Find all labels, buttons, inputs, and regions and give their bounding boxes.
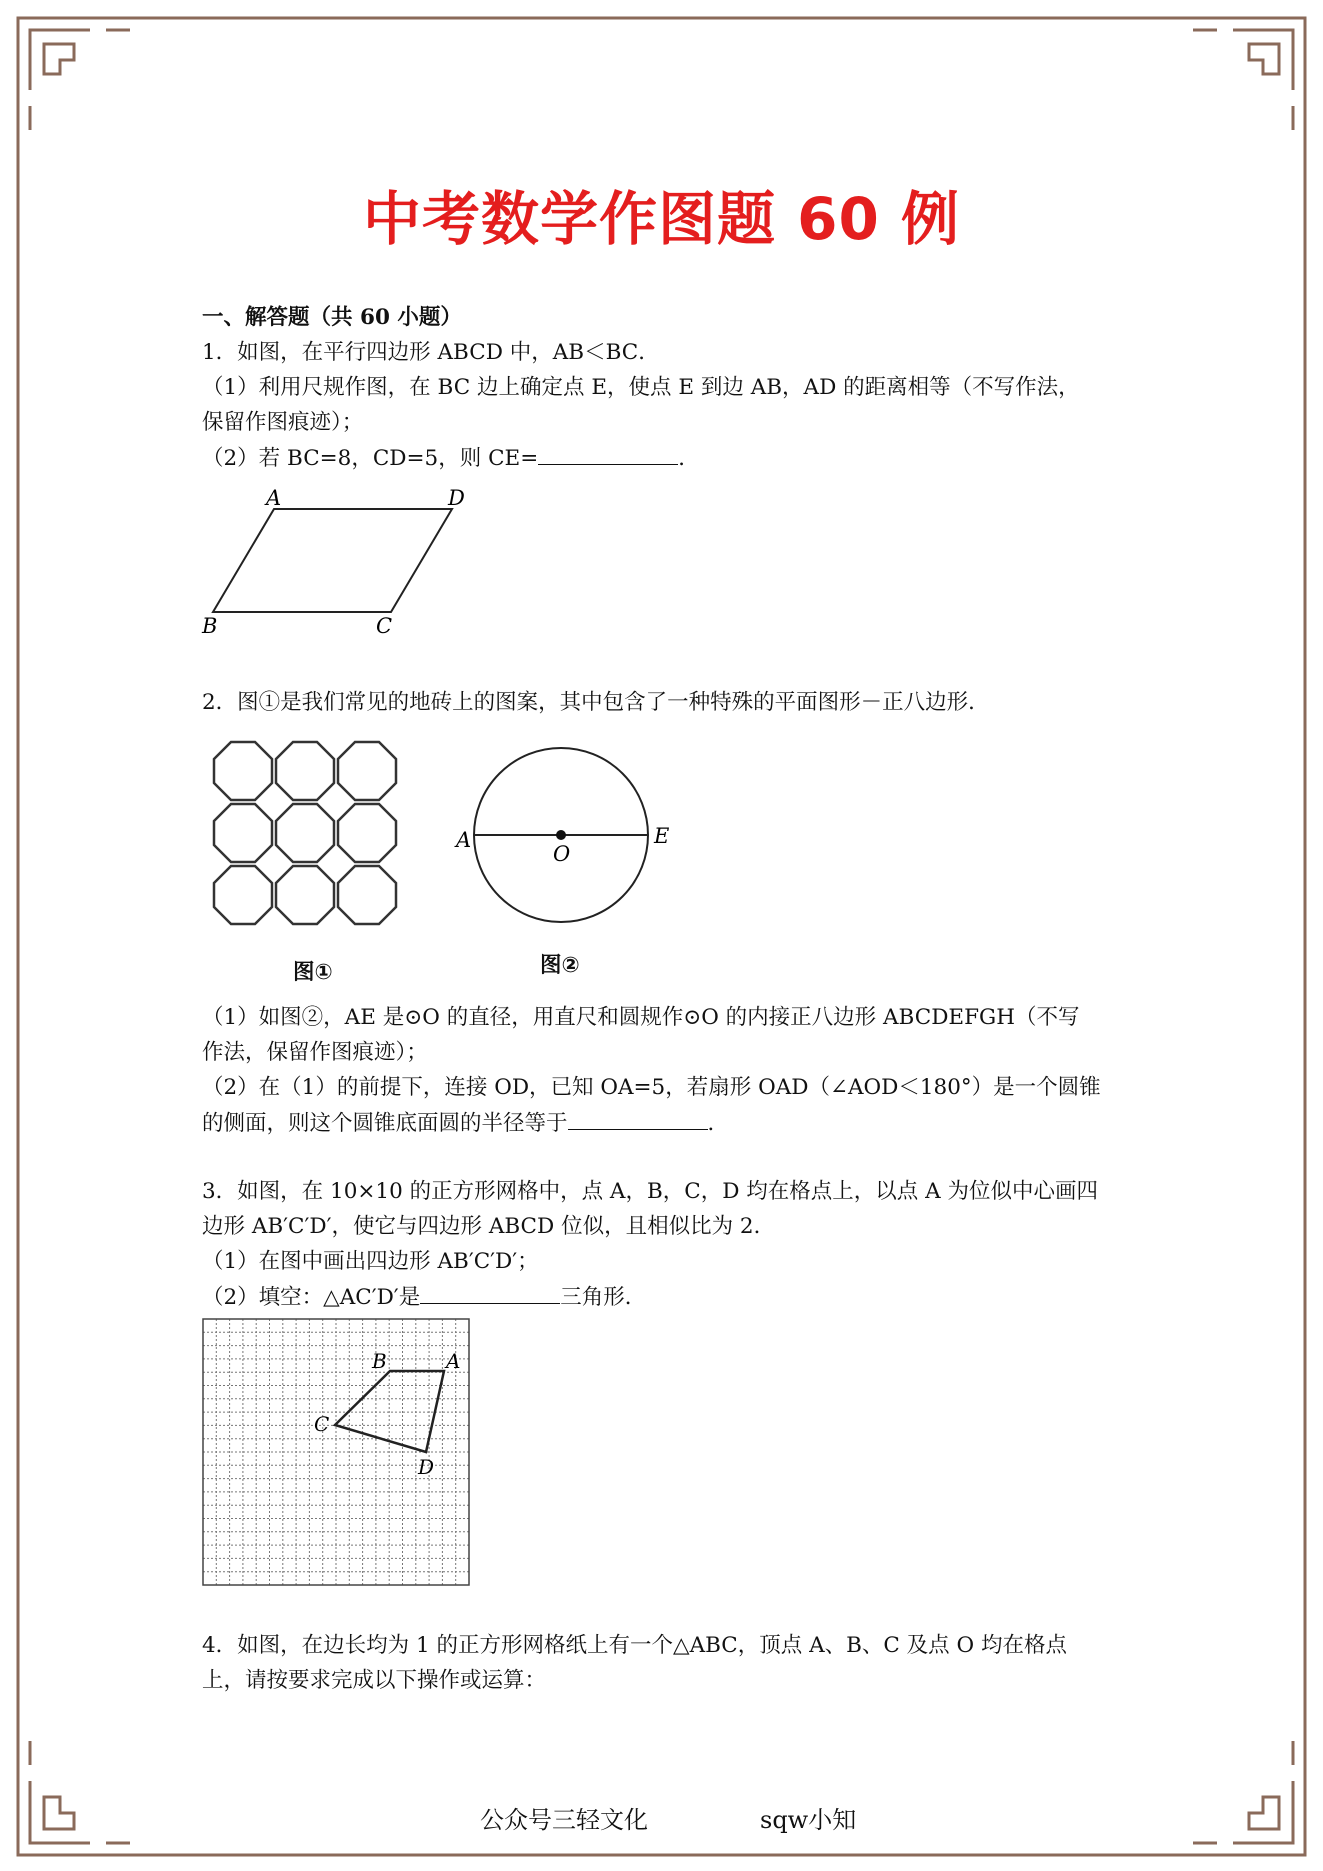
q1-part2 [202, 440, 700, 476]
q2-answer-blank[interactable] [568, 1105, 708, 1130]
q2-label-e: E [654, 824, 670, 848]
q1-stem: 1．如图，在平行四边形 ABCD 中，AB＜BC． [202, 340, 660, 365]
q1-part2-end: ． [678, 446, 700, 471]
corner-ornament-bottom-left [18, 1741, 130, 1855]
q2-part1: （1）如图②，AE 是⊙O 的直径，用直尺和圆规作⊙O 的内接正八边形 ABCDEFGH（不写 [202, 1005, 1080, 1030]
q3-part2-text: （2）填空：△AC′D′是 [202, 1285, 421, 1310]
q4-stem-cont: 上，请按要求完成以下操作或运算： [202, 1668, 547, 1693]
q3-label-d: D [418, 1455, 435, 1479]
q1-label-c: C [376, 614, 393, 638]
footer-author: sqw小知 [760, 1806, 857, 1834]
q3-label-b: B [372, 1349, 387, 1373]
section-heading: 一、解答题（共 60 小题） [202, 305, 462, 330]
q3-stem: 3．如图，在 10×10 的正方形网格中，点 A，B，C，D 均在格点上，以点 A 为位似中心画四 [202, 1179, 1098, 1204]
q1-part1: （1）利用尺规作图，在 BC 边上确定点 E，使点 E 到边 AB，AD 的距离相等（不写作法， [202, 375, 1080, 400]
center-point-o [556, 830, 566, 840]
corner-ornament-bottom-right [1193, 1741, 1305, 1855]
q3-label-c: C [314, 1412, 330, 1436]
q1-parallelogram-figure [198, 485, 478, 645]
q3-label-a: A [446, 1349, 461, 1373]
q3-grid-figure [202, 1318, 472, 1588]
q2-part2-text: 的侧面，则这个圆锥底面圆的半径等于 [202, 1111, 568, 1136]
q2-part2-end: ． [707, 1111, 730, 1136]
q2-fig1-caption: 图① [293, 960, 333, 985]
corner-ornament-top-right [1193, 18, 1305, 130]
q2-label-o: O [553, 842, 571, 866]
q3-part2 [202, 1279, 646, 1315]
q3-part1: （1）在图中画出四边形 AB′C′D′； [202, 1249, 539, 1274]
q2-part2-cont [202, 1105, 729, 1141]
q3-part2-end: 三角形． [560, 1285, 647, 1310]
q2-part1-cont: 作法，保留作图痕迹）； [202, 1040, 428, 1065]
q2-octagon-tiling-figure [205, 735, 405, 935]
q1-answer-blank[interactable] [538, 440, 678, 465]
q3-answer-blank[interactable] [420, 1279, 560, 1304]
q2-label-a: A [456, 828, 472, 852]
octagon-tiles [214, 742, 396, 924]
q2-circle-figure [450, 735, 680, 935]
q1-part1-cont: 保留作图痕迹）； [202, 410, 364, 435]
q2-part2: （2）在（1）的前提下，连接 OD，已知 OA=5，若扇形 OAD（∠AOD＜180°）是一个圆锥 [202, 1075, 1101, 1100]
parallelogram-abcd [213, 509, 452, 612]
q1-part2-text: （2）若 BC=8，CD=5，则 CE= [202, 446, 539, 471]
q1-label-b: B [202, 614, 218, 638]
q3-stem-cont: 边形 AB′C′D′，使它与四边形 ABCD 位似，且相似比为 2． [202, 1214, 776, 1239]
q2-fig2-caption: 图② [540, 953, 580, 978]
q4-stem: 4．如图，在边长均为 1 的正方形网格纸上有一个△ABC，顶点 A、B、C 及点 O 均在格点 [202, 1633, 1067, 1658]
corner-ornament-top-left [18, 18, 130, 130]
footer-source: 公众号三轻文化 [480, 1806, 648, 1834]
page-title: 中考数学作图题 60 例 [362, 185, 961, 253]
q2-stem: 2．图①是我们常见的地砖上的图案，其中包含了一种特殊的平面图形－正八边形． [202, 690, 990, 715]
q1-label-a: A [266, 486, 282, 510]
grid-lines [203, 1319, 469, 1585]
q1-label-d: D [448, 486, 465, 510]
